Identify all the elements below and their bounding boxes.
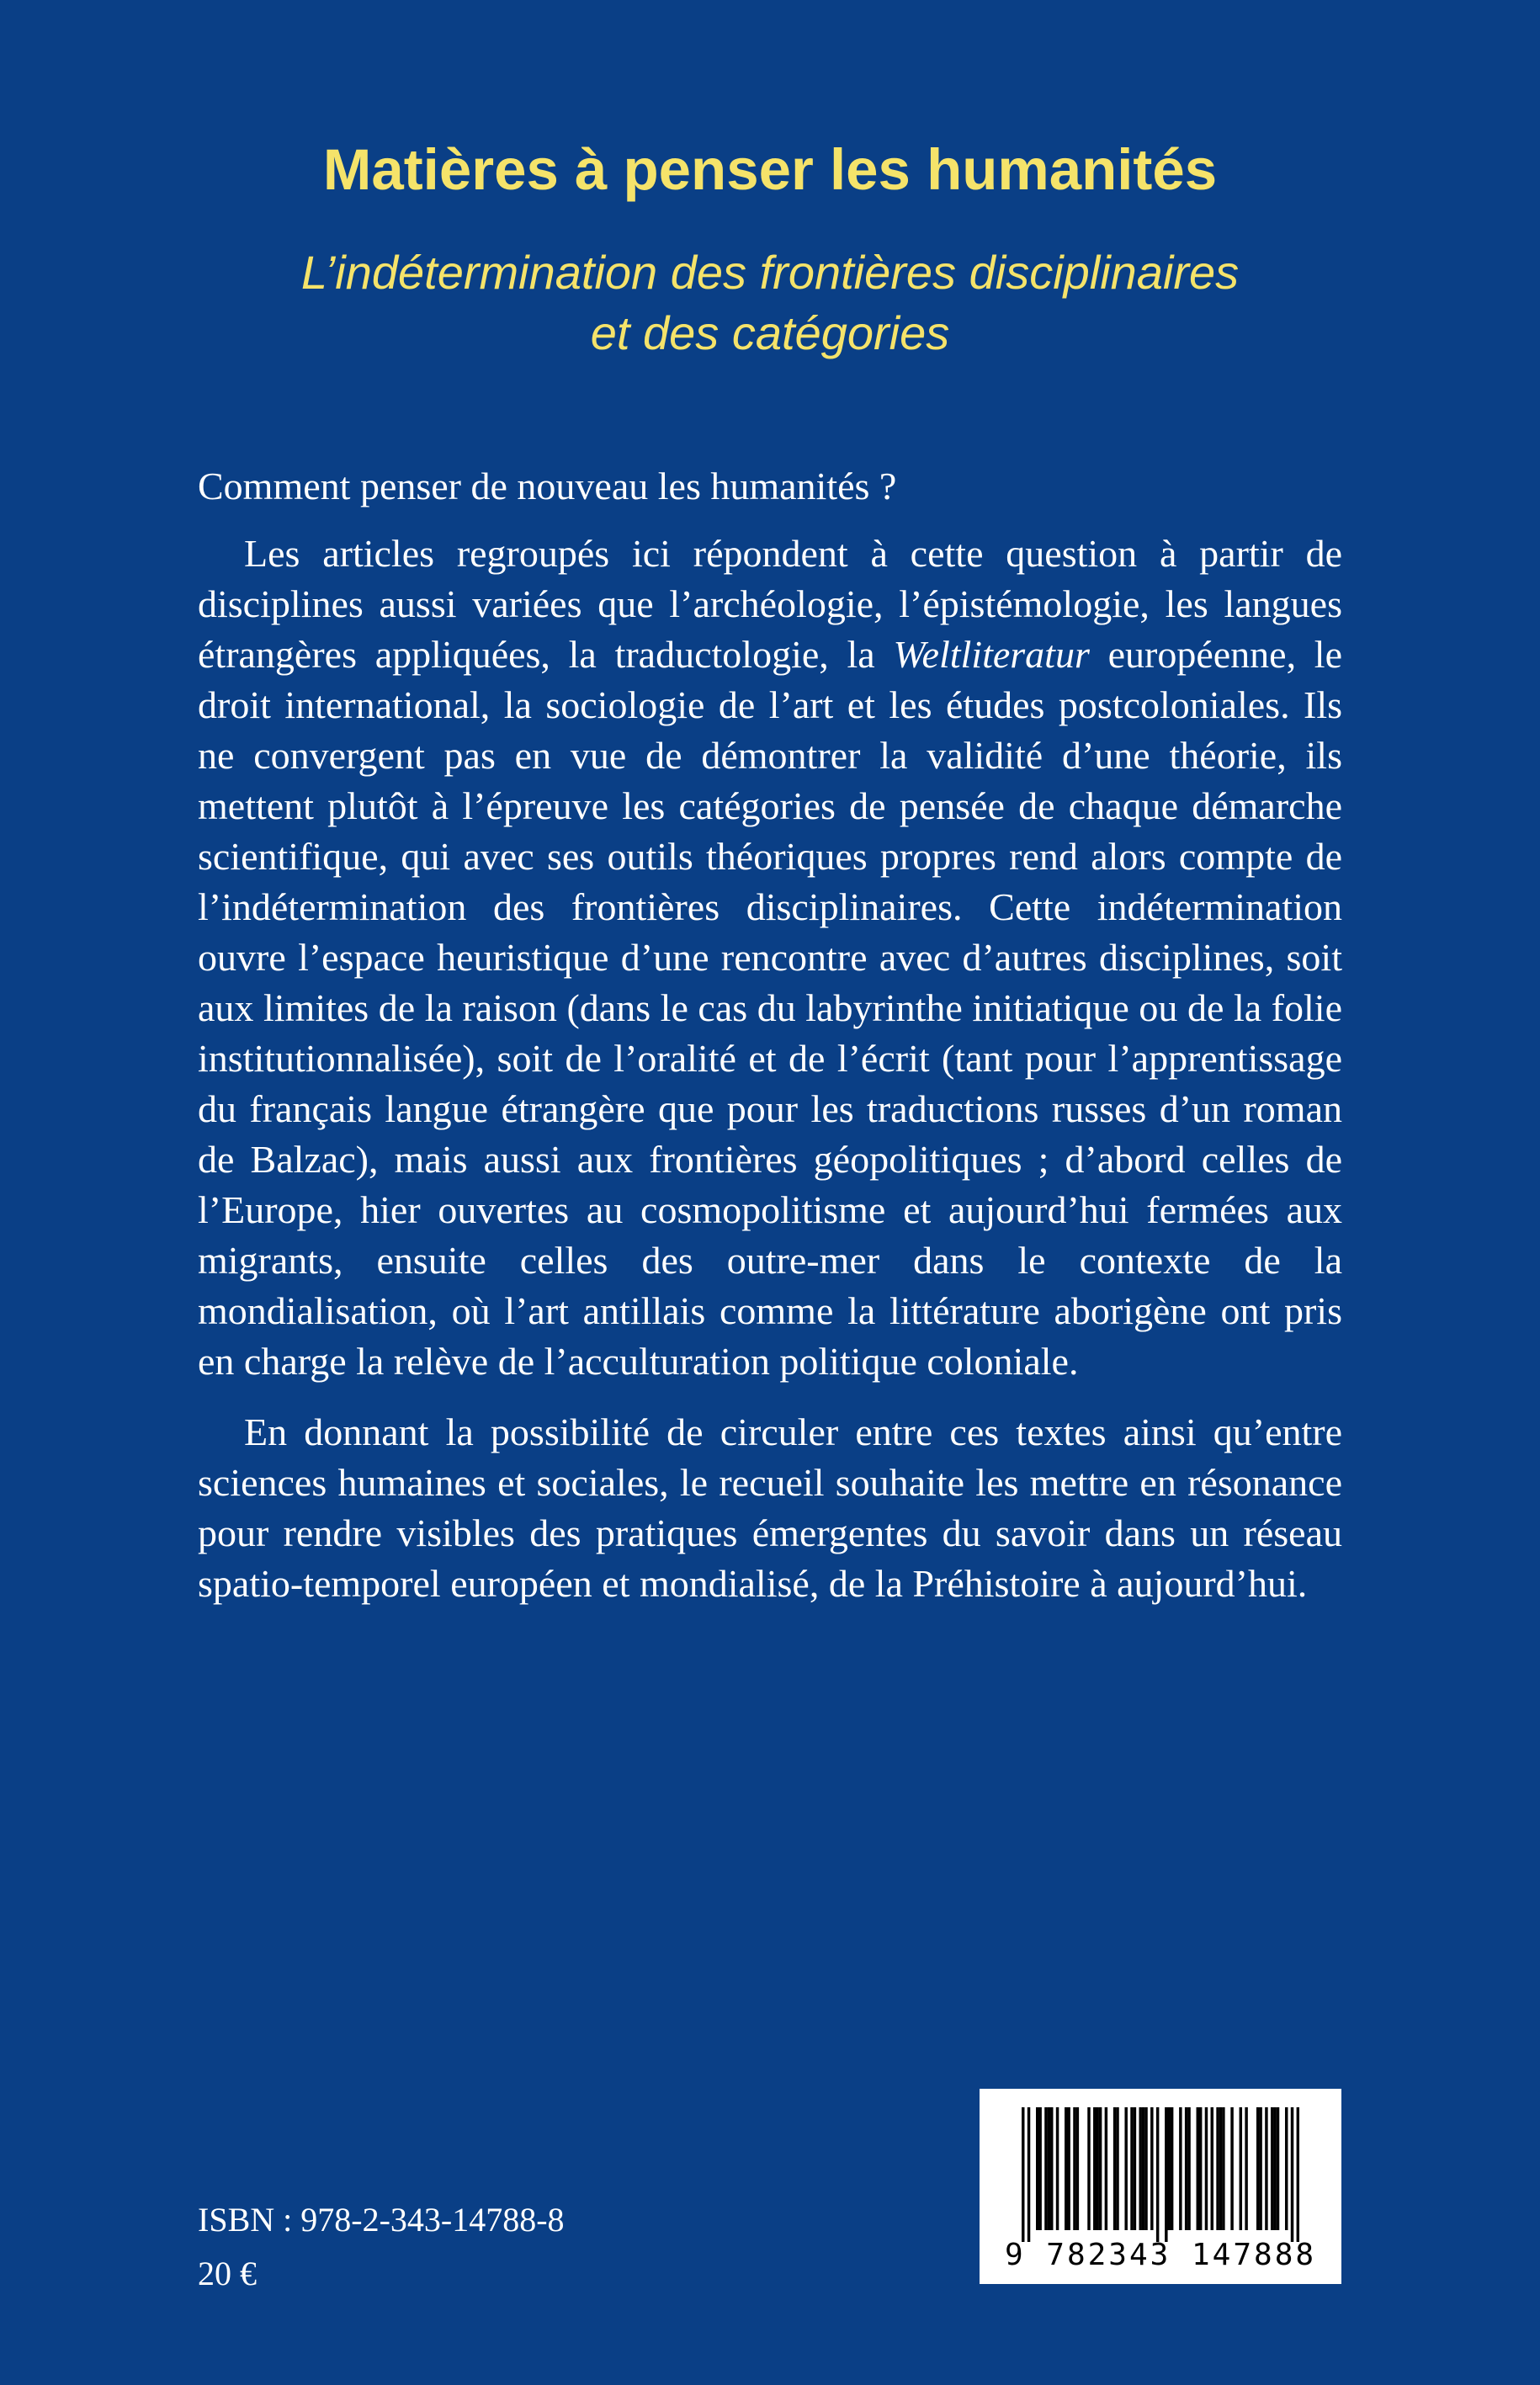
- barcode-bar: [1179, 2107, 1182, 2230]
- barcode-bar: [1130, 2107, 1133, 2230]
- barcode-bar: [1168, 2107, 1171, 2230]
- barcode-bar: [1297, 2107, 1299, 2242]
- barcode-bar: [1076, 2107, 1079, 2230]
- barcode-bar: [1134, 2107, 1136, 2230]
- barcode-bar: [1087, 2107, 1090, 2230]
- barcode: [980, 2089, 1341, 2284]
- barcode-bar: [1113, 2107, 1116, 2230]
- barcode-bars: [1022, 2107, 1299, 2242]
- barcode-bar: [1038, 2107, 1041, 2230]
- barcode-bar: [1056, 2107, 1059, 2230]
- barcode-bar: [1197, 2107, 1199, 2230]
- barcode-bar: [1199, 2107, 1202, 2230]
- barcode-bar: [1022, 2107, 1024, 2242]
- barcode-bar: [1139, 2107, 1141, 2230]
- barcode-bar: [1028, 2107, 1030, 2242]
- blurb-italic-term: Weltliteratur: [893, 633, 1090, 676]
- barcode-bar: [1211, 2107, 1213, 2230]
- barcode-bar: [1271, 2107, 1273, 2230]
- price: 20 €: [198, 2255, 257, 2292]
- blurb-paragraph-3: En donnant la possibilité de circuler entre ces textes ainsi qu’entre sciences humaines et sociales, le recueil souhaite les mettre en résonance pour rendre visibles des pratiques émergentes du savoir dans un réseau spatio-temporel européen et mondialisé, de la Préhistoire à aujourd’hui.: [198, 1410, 1342, 1605]
- blurb-paragraph-2-part-1: Les articles regroupés ici répondent à cette question à partir de disciplines aussi variées que l’archéologie, l’épistémologie, les langues étrangères appliquées, la traductologie, la: [198, 532, 1342, 676]
- blurb: [198, 461, 1342, 1609]
- barcode-bar: [1036, 2107, 1038, 2230]
- barcode-bar: [1116, 2107, 1118, 2230]
- book-subtitle: [0, 242, 1540, 364]
- barcode-bar: [1065, 2107, 1067, 2230]
- barcode-bar: [1273, 2107, 1276, 2230]
- barcode-bar: [1245, 2107, 1247, 2230]
- barcode-bar: [1265, 2107, 1267, 2230]
- barcode-bar: [1285, 2107, 1288, 2230]
- barcode-bar: [1067, 2107, 1070, 2230]
- barcode-bar: [1205, 2107, 1208, 2230]
- barcode-bar: [1171, 2107, 1173, 2230]
- barcode-bar: [1187, 2107, 1190, 2230]
- barcode-bar: [1099, 2107, 1102, 2230]
- barcode-bar: [1256, 2107, 1259, 2230]
- barcode-bar: [1142, 2107, 1144, 2230]
- barcode-bar: [1096, 2107, 1098, 2230]
- blurb-question: Comment penser de nouveau les humanités ?: [198, 465, 897, 507]
- barcode-bar: [1277, 2107, 1279, 2230]
- barcode-bar: [1105, 2107, 1107, 2230]
- barcode-bar: [1259, 2107, 1261, 2230]
- barcode-bar: [1216, 2107, 1219, 2230]
- blurb-paragraph-2: [198, 529, 1342, 1387]
- subtitle-line-2: et des catégories: [590, 306, 950, 359]
- barcode-bar: [1044, 2107, 1047, 2230]
- barcode-bar: [1073, 2107, 1075, 2230]
- barcode-bar: [1185, 2107, 1187, 2230]
- barcode-bar: [1156, 2107, 1159, 2242]
- barcode-bar: [1150, 2107, 1153, 2230]
- barcode-bar: [1124, 2107, 1127, 2230]
- barcode-bar: [1291, 2107, 1293, 2242]
- barcode-bar: [1093, 2107, 1096, 2230]
- barcode-bar: [1144, 2107, 1147, 2230]
- barcode-number: 9 782343 147888: [1004, 2238, 1317, 2272]
- blurb-paragraph-2-part-2: européenne, le droit international, la sociologie de l’art et les études postcoloniales. Ils ne convergent pas en vue de démontrer la validité d’une théorie, ils mettent plutôt à l’épreuve les catégories de pensée de chaque démarche scientifique, qui avec ses outils théoriques propres rend alors compte de l’indétermination des frontières disciplinaires. Cette indétermination ouvre l’espace heuristique d’une rencontre avec d’autres disciplines, soit aux limites de la raison (dans le cas du labyrinthe initiatique ou de la folie institutionnalisée), soit de l’oralité et de l’écrit (tant pour l’apprentissage du français langue étrangère que pour les traductions russes d’un roman de Balzac), mais aussi aux frontières géopolitiques ; d’abord celles de l’Europe, hier ouvertes au cosmopolitisme et aujourd’hui fermées aux migrants, ensuite celles des outre-mer dans le contexte de la mondialisation, où l’art antillais comme la littérature aborigène ont pris en charge la relève de l’acculturation politique coloniale.: [198, 633, 1342, 1383]
- barcode-bar: [1230, 2107, 1233, 2230]
- barcode-bar: [1050, 2107, 1053, 2230]
- barcode-bar: [1219, 2107, 1222, 2230]
- barcode-bar: [1222, 2107, 1224, 2230]
- book-title: Matières à penser les humanités: [322, 137, 1218, 202]
- barcode-bar: [1240, 2107, 1242, 2230]
- barcode-bar: [1165, 2107, 1167, 2242]
- barcode-bar: [1048, 2107, 1050, 2230]
- subtitle-line-1: L’indétermination des frontières disciplinaires: [300, 246, 1240, 299]
- isbn: ISBN : 978-2-343-14788-8: [198, 2201, 565, 2239]
